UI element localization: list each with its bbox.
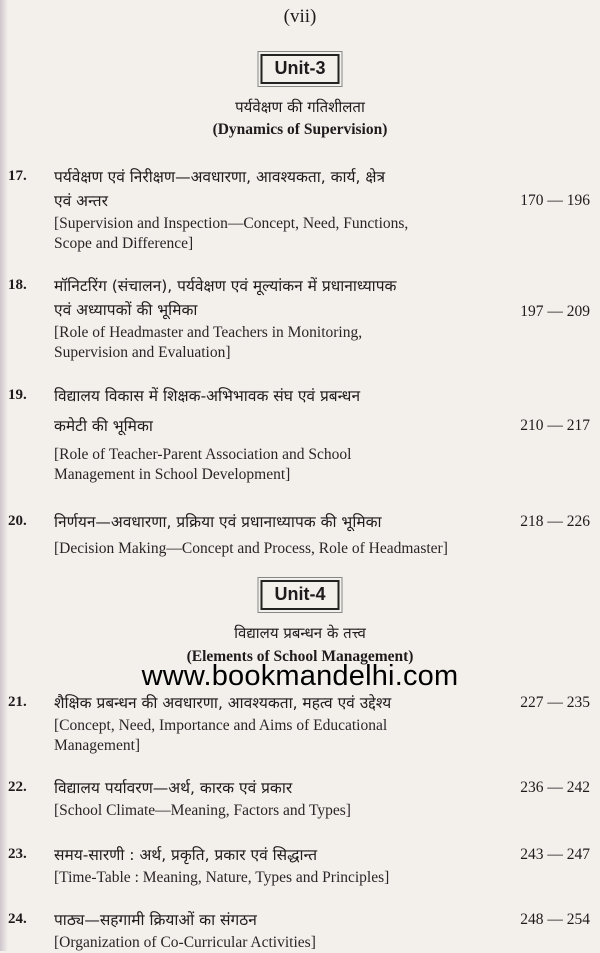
unit-4-title-english: (Elements of School Management) [186, 648, 414, 665]
entry-title-english: [Decision Making—Concept and Process, Role of Headmaster] [54, 540, 448, 557]
entry-title-hindi: पर्यवेक्षण एवं निरीक्षण—अवधारणा, आवश्यकता, कार्य, क्षेत्र [54, 168, 386, 186]
entry-title-hindi: मॉनिटरिंग (संचालन), पर्यवेक्षण एवं मूल्यांकन में प्रधानाध्यापक [54, 277, 397, 295]
entry-pages: 236 — 242 [520, 779, 590, 796]
unit-3-label: Unit-3 [261, 54, 340, 84]
entry-title-english: [School Climate—Meaning, Factors and Types] [54, 802, 351, 819]
entry-title-english: [Concept, Need, Importance and Aims of Educational [54, 717, 388, 734]
page-edge [0, 0, 8, 951]
entry-number: 21. [8, 694, 27, 710]
entry-title-english: [Time-Table : Meaning, Nature, Types and Principles] [54, 869, 390, 886]
entry-pages: 197 — 209 [520, 303, 590, 320]
entry-pages: 218 — 226 [520, 513, 590, 530]
entry-title-english: [Supervision and Inspection—Concept, Need, Functions, [54, 215, 409, 232]
entry-pages: 170 — 196 [520, 192, 590, 209]
entry-number: 19. [8, 387, 27, 403]
entry-pages: 227 — 235 [520, 694, 590, 711]
entry-title-hindi: समय-सारणी : अर्थ, प्रकृति, प्रकार एवं सिद्धान्त [54, 846, 318, 864]
entry-number: 18. [8, 277, 27, 293]
entry-title-english: Scope and Difference] [54, 235, 194, 252]
entry-title-english: Management in School Development] [54, 466, 291, 483]
entry-number: 20. [8, 513, 27, 529]
entry-title-hindi: एवं अन्तर [54, 192, 108, 210]
entry-title-english: Management] [54, 737, 141, 754]
entry-title-english: [Role of Headmaster and Teachers in Monitoring, [54, 324, 363, 341]
entry-number: 17. [8, 168, 27, 184]
entry-title-english: Supervision and Evaluation] [54, 344, 231, 361]
entry-title-hindi: पाठ्य—सहगामी क्रियाओं का संगठन [54, 911, 257, 929]
unit-4-title-hindi: विद्यालय प्रबन्धन के तत्त्व [234, 624, 366, 642]
entry-title-hindi: विद्यालय विकास में शिक्षक-अभिभावक संघ एवं प्रबन्धन [54, 387, 361, 405]
entry-title-hindi: कमेटी की भूमिका [54, 417, 153, 435]
entry-pages: 210 — 217 [520, 417, 590, 434]
entry-title-english: [Role of Teacher-Parent Association and School [54, 446, 352, 463]
unit-3-title-english: (Dynamics of Supervision) [212, 121, 388, 138]
unit-3-title-hindi: पर्यवेक्षण की गतिशीलता [235, 98, 365, 116]
unit-4-label: Unit-4 [261, 580, 340, 610]
entry-title-english: [Organization of Co-Curricular Activities] [54, 934, 316, 951]
entry-number: 22. [8, 779, 27, 795]
watermark-url: www.bookmandelhi.com [141, 660, 459, 692]
entry-title-hindi: शैक्षिक प्रबन्धन की अवधारणा, आवश्यकता, महत्व एवं उद्देश्य [54, 694, 392, 712]
entry-title-hindi: निर्णयन—अवधारणा, प्रक्रिया एवं प्रधानाध्यापक की भूमिका [54, 513, 382, 531]
page-number: (vii) [283, 6, 317, 27]
entry-title-hindi: एवं अध्यापकों की भूमिका [54, 301, 198, 319]
entry-pages: 248 — 254 [520, 911, 590, 928]
entry-number: 23. [8, 846, 27, 862]
entry-title-hindi: विद्यालय पर्यावरण—अर्थ, कारक एवं प्रकार [54, 779, 293, 797]
entry-pages: 243 — 247 [520, 846, 590, 863]
entry-number: 24. [8, 911, 27, 927]
